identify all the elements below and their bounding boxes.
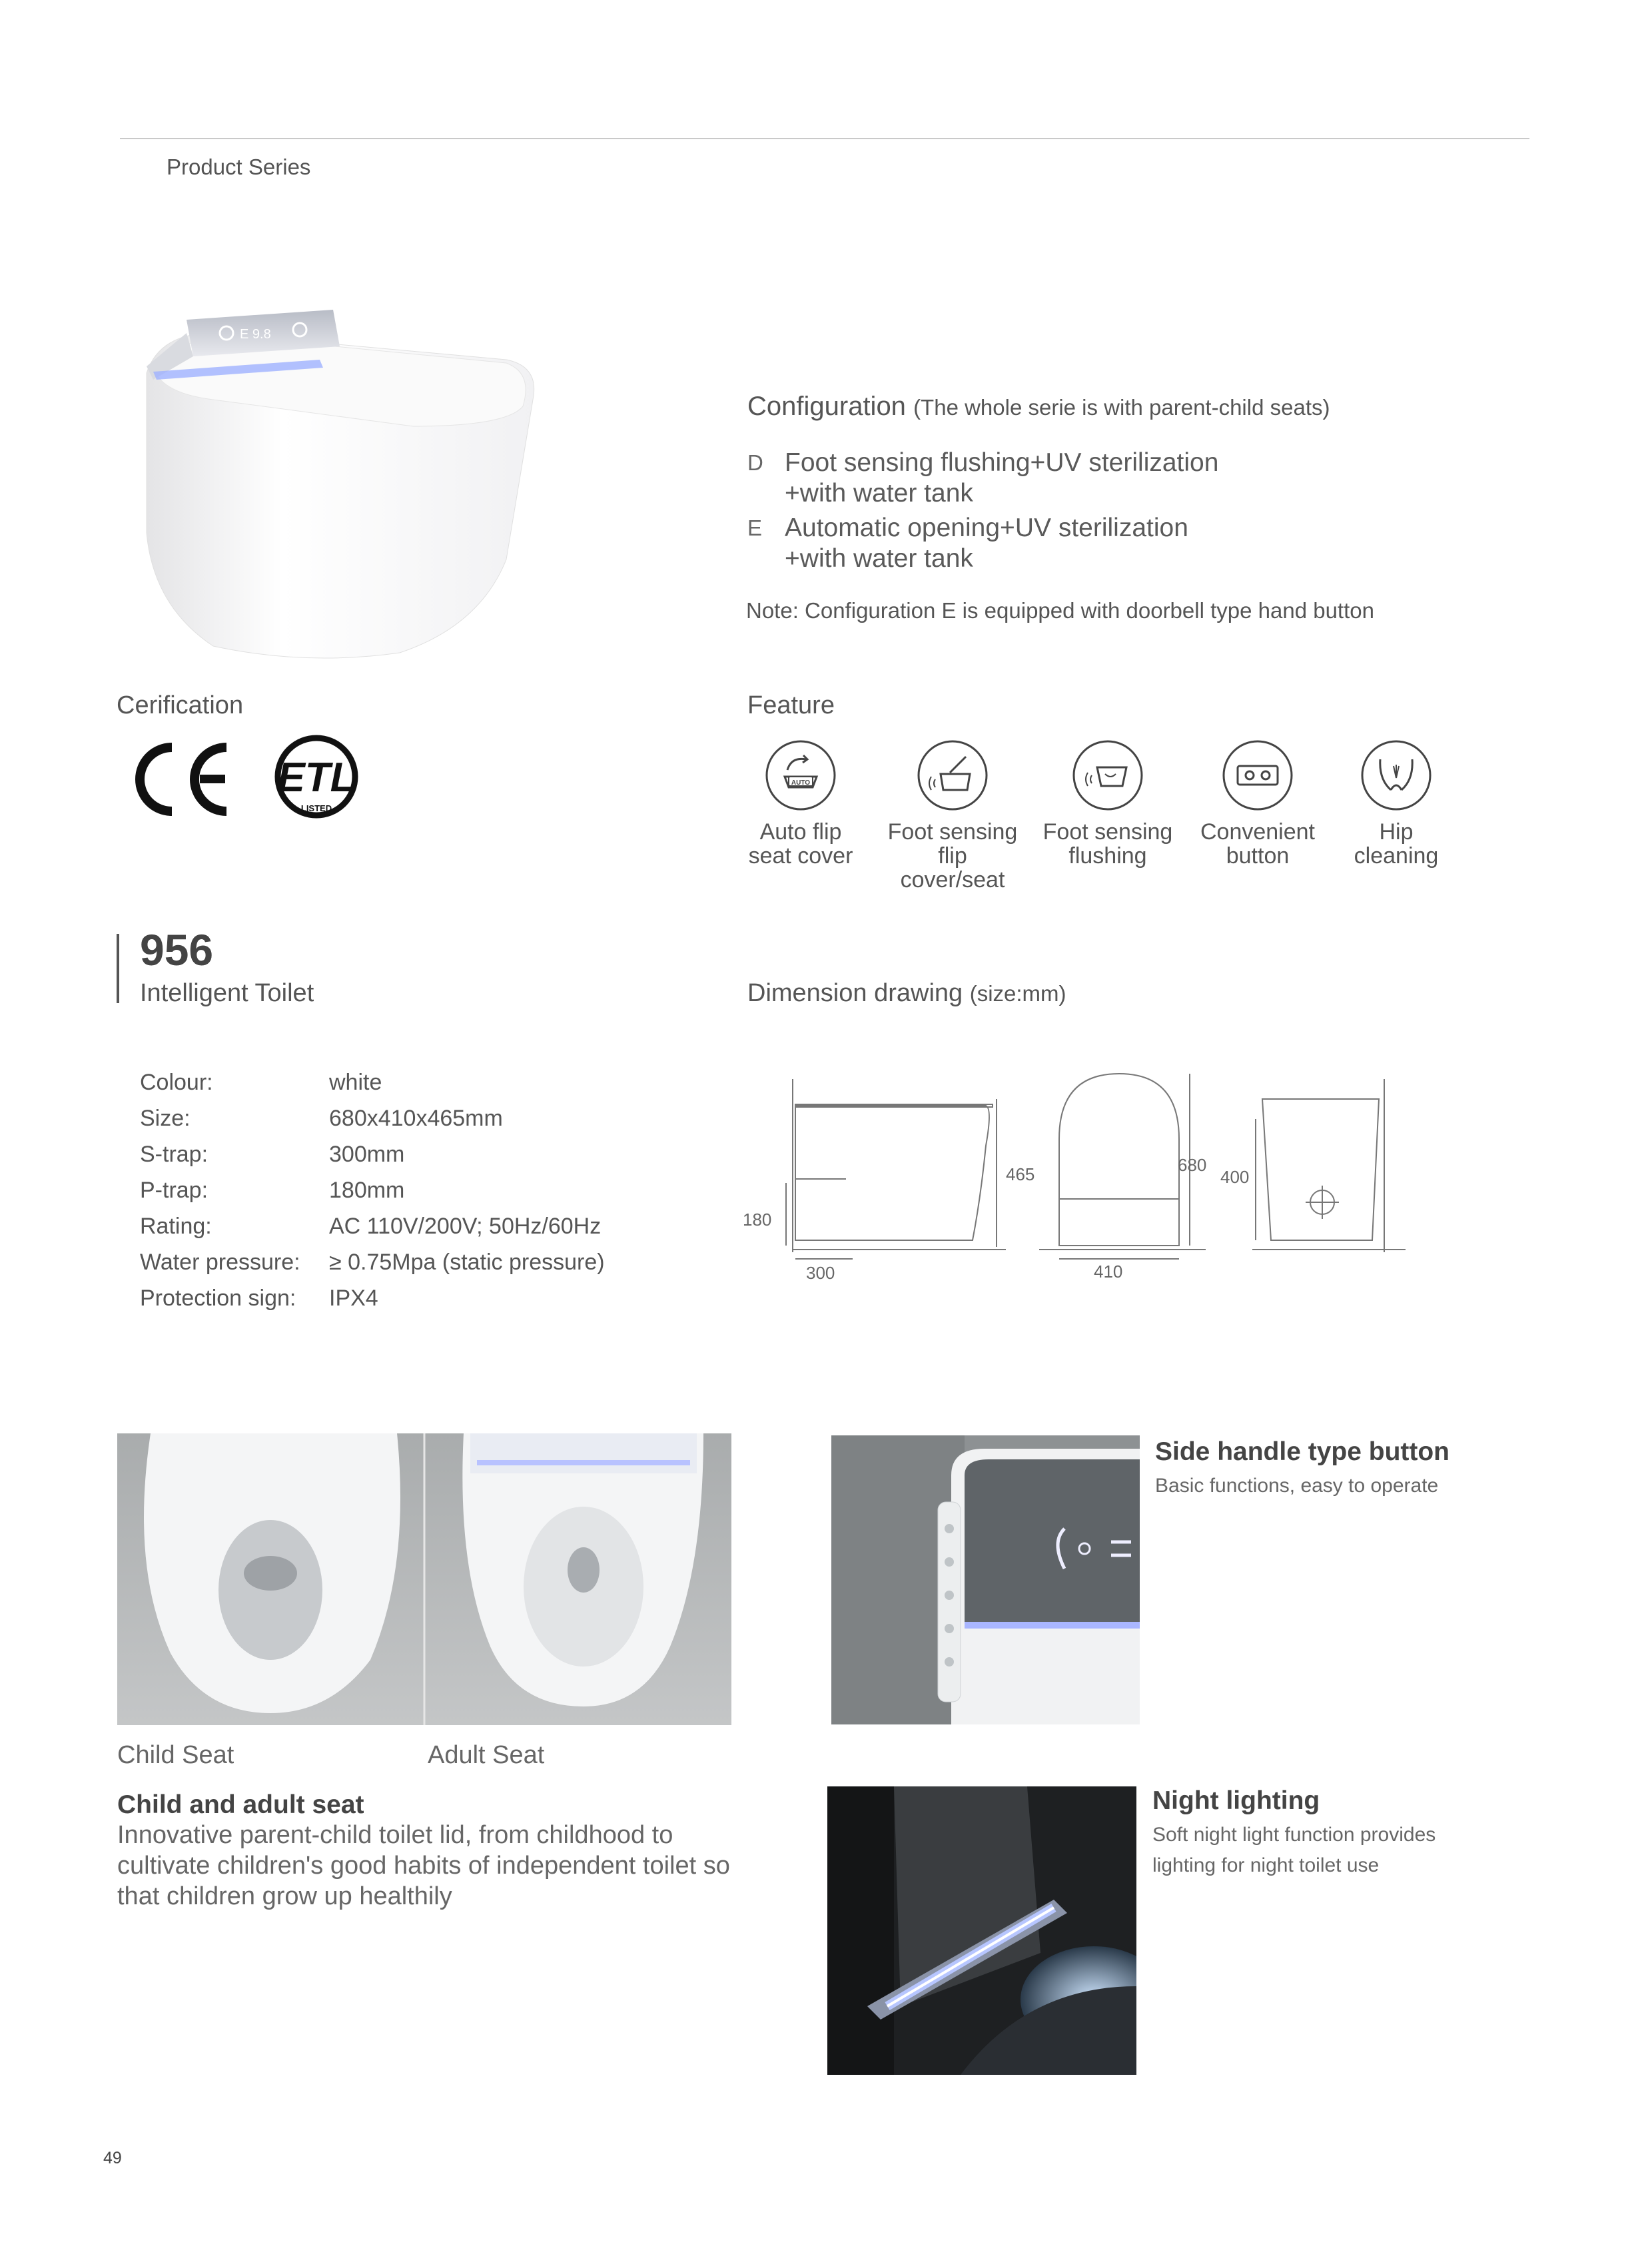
configuration-item-e: [747, 513, 1188, 574]
config-letter: D: [747, 450, 763, 475]
spec-key: Rating:: [140, 1214, 212, 1239]
spec-key: S-trap:: [140, 1142, 208, 1167]
model-name: Intelligent Toilet: [140, 979, 314, 1007]
model-accent-bar: [117, 934, 119, 1003]
ce-mark-icon: [140, 747, 226, 811]
config-letter: E: [747, 516, 763, 540]
spec-key: Colour:: [140, 1070, 213, 1095]
dim-ptrap-label: 180: [743, 1210, 772, 1230]
feature-foot-sensing-flush: [1041, 739, 1174, 868]
seat-description-line: Innovative parent-child toilet lid, from childhood to: [117, 1821, 673, 1849]
spec-value: AC 110V/200V; 50Hz/60Hz: [329, 1214, 602, 1239]
dim-height-label: 465: [1006, 1164, 1035, 1184]
spec-value: 180mm: [329, 1178, 405, 1203]
series-header: Product Series: [167, 155, 311, 179]
auto-badge: AUTO: [791, 779, 811, 787]
feature-label-line2: button: [1226, 843, 1290, 869]
spec-value: 300mm: [329, 1142, 405, 1167]
night-lighting-line: Soft night light function provides: [1152, 1824, 1436, 1846]
spec-value: 680x410x465mm: [329, 1106, 503, 1131]
auto-flip-icon: [765, 739, 837, 811]
seat-description-line: cultivate children's good habits of independent toilet so: [117, 1852, 730, 1880]
configuration-title-text: Configuration: [747, 392, 906, 421]
certification-title: Cerification: [117, 691, 244, 719]
configuration-subtitle: (The whole serie is with parent-child seats): [913, 395, 1330, 420]
config-line1: Foot sensing flushing+UV sterilization: [785, 448, 1219, 477]
feature-label-line1: Convenient: [1200, 819, 1315, 845]
dimension-title: [747, 979, 1066, 1008]
night-lighting-photo: [827, 1786, 1136, 2075]
feature-label-line2: seat cover: [748, 843, 853, 869]
feature-label-line1: Hip: [1379, 819, 1414, 845]
adult-seat-caption: Adult Seat: [428, 1741, 545, 1769]
product-image: [133, 293, 560, 679]
foot-sensing-cover-icon: [917, 739, 989, 811]
spec-key: Size:: [140, 1106, 191, 1131]
config-line1: Automatic opening+UV sterilization: [785, 514, 1188, 542]
svg-text:E 9.8: E 9.8: [240, 327, 271, 342]
spec-row: [140, 1106, 503, 1132]
feature-label-line1: Auto flip: [759, 819, 842, 845]
dimension-drawing: [739, 1066, 1446, 1292]
seat-description-line: that children grow up healthily: [117, 1882, 452, 1910]
dim-rear-label: 400: [1220, 1167, 1250, 1187]
foot-sensing-flush-icon: [1072, 739, 1144, 811]
spec-row: [140, 1214, 601, 1240]
feature-title: Feature: [747, 691, 835, 719]
night-lighting-line: lighting for night toilet use: [1152, 1854, 1380, 1876]
svg-text:ETL: ETL: [277, 755, 356, 801]
spec-row: [140, 1286, 378, 1311]
config-line2: +with water tank: [785, 544, 973, 573]
page-number: 49: [103, 2149, 122, 2167]
dimension-title-text: Dimension drawing: [747, 979, 963, 1007]
spec-row: [140, 1250, 605, 1276]
feature-foot-sensing-cover: [886, 739, 1019, 892]
spec-row: [140, 1070, 382, 1096]
etl-listed-icon: [277, 738, 355, 815]
side-button-description: Basic functions, easy to operate: [1155, 1475, 1439, 1497]
feature-label-line2: cleaning: [1354, 843, 1439, 869]
feature-hip-cleaning: [1330, 739, 1463, 868]
spec-key: Protection sign:: [140, 1286, 296, 1311]
model-number: 956: [140, 925, 214, 974]
dimension-unit: (size:mm): [969, 981, 1066, 1006]
dim-length-label: 680: [1178, 1155, 1207, 1175]
night-lighting-description: [1152, 1820, 1436, 1881]
button-icon: [1222, 739, 1294, 811]
header-rule: [120, 138, 1529, 139]
night-lighting-heading: Night lighting: [1152, 1786, 1320, 1815]
feature-label-line2: flushing: [1068, 843, 1147, 869]
spec-value: ≥ 0.75Mpa (static pressure): [329, 1250, 605, 1275]
side-button-heading: Side handle type button: [1155, 1437, 1450, 1466]
side-button-photo: [831, 1435, 1140, 1724]
feature-auto-flip: [734, 739, 867, 868]
spec-key: P-trap:: [140, 1178, 208, 1203]
child-seat-caption: Child Seat: [117, 1741, 234, 1769]
dim-strap-label: 300: [806, 1263, 835, 1283]
certification-marks: [133, 733, 373, 826]
seat-description: [117, 1820, 730, 1912]
feature-label-line1: Foot sensing: [1042, 819, 1173, 845]
spec-value: white: [329, 1070, 382, 1095]
spec-value: IPX4: [329, 1286, 378, 1311]
hip-cleaning-icon: [1360, 739, 1432, 811]
feature-label-line1: Foot sensing: [887, 819, 1018, 845]
configuration-title: [747, 392, 1330, 422]
configuration-note: Note: Configuration E is equipped with doorbell type hand button: [746, 598, 1374, 623]
spec-row: [140, 1142, 404, 1168]
feature-convenient-button: [1191, 739, 1324, 868]
svg-text:LISTED: LISTED: [300, 803, 332, 813]
spec-key: Water pressure:: [140, 1250, 300, 1275]
feature-label-line2: flip cover/seat: [900, 843, 1005, 893]
dim-width-label: 410: [1094, 1262, 1123, 1282]
spec-row: [140, 1178, 404, 1204]
child-adult-seat-photo: [117, 1433, 731, 1725]
configuration-item-d: [747, 448, 1218, 509]
config-line2: +with water tank: [785, 479, 973, 508]
seat-heading: Child and adult seat: [117, 1790, 364, 1819]
